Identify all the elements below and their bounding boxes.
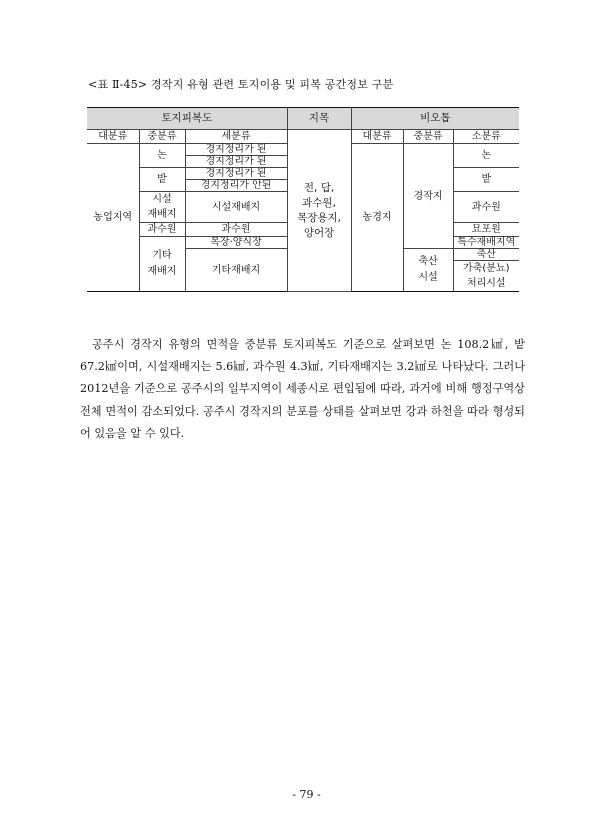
subheader-bio-major: 대분류	[351, 130, 403, 144]
jimok-cell: 전, 답, 과수원, 목장용지, 양어장	[287, 130, 351, 292]
header-landcover: 토지피복도	[87, 108, 287, 130]
landcover-fine-ranch: 목장·양식장	[185, 237, 287, 249]
biotope-minor-special: 특수재배지역	[453, 237, 519, 249]
landcover-mid-other: 기타 재배지	[139, 237, 185, 292]
landcover-fine-other: 기타재배지	[185, 249, 287, 292]
biotope-mid-farmland: 경작지	[403, 144, 453, 249]
landcover-fine-orchard: 과수원	[185, 223, 287, 237]
subheader-fine: 세분류	[185, 130, 287, 144]
landcover-major-cell: 농업지역	[87, 144, 139, 292]
biotope-minor-nursery: 묘포원	[453, 223, 519, 237]
biotope-minor-manure: 가축(분뇨) 처리시설	[453, 261, 519, 292]
biotope-minor-livestock: 축산	[453, 249, 519, 261]
landcover-fine-field-1: 경지정리가 된	[185, 168, 287, 180]
biotope-minor-paddy: 논	[453, 144, 519, 168]
header-jimok: 지목	[287, 108, 351, 130]
landcover-fine-field-2: 경지정리가 안된	[185, 180, 287, 192]
landcover-mid-field: 밭	[139, 168, 185, 192]
landcover-mid-orchard: 과수원	[139, 223, 185, 237]
biotope-mid-livestock: 축산 시설	[403, 249, 453, 292]
header-biotope: 비오톱	[351, 108, 519, 130]
landcover-mid-facility: 시설 재배지	[139, 192, 185, 223]
page-number: - 79 -	[292, 788, 321, 801]
landcover-fine-facility: 시설재배지	[185, 192, 287, 223]
landcover-fine-paddy-1: 경지정리가 된	[185, 144, 287, 156]
subheader-mid: 중분류	[139, 130, 185, 144]
subheader-major: 대분류	[87, 130, 139, 144]
landcover-mid-paddy: 논	[139, 144, 185, 168]
subheader-bio-minor: 소분류	[453, 130, 519, 144]
landcover-fine-paddy-2: 경지정리가 된	[185, 156, 287, 168]
table-caption: <표 Ⅱ-45> 경작지 유형 관련 토지이용 및 피복 공간정보 구분	[88, 78, 394, 91]
landuse-classification-table	[87, 107, 519, 292]
biotope-minor-field: 밭	[453, 168, 519, 192]
subheader-bio-mid: 중분류	[403, 130, 453, 144]
biotope-major-cell: 농경지	[351, 144, 403, 292]
biotope-minor-orchard: 과수원	[453, 192, 519, 223]
body-paragraph: 공주시 경작지 유형의 면적을 중분류 토지피복도 기준으로 살펴보면 논 108.2㎢, 밭 67.2㎢이며, 시설재배지는 5.6㎢, 과수원 4.3㎢, 기타재배지는 3.2㎢로 나타났다. 그러나 2012년을 기준으로 공주시의 일부지역이 세종시로 편입됨에 따라, 과거에 비해 행정구역상 전체 면적이 감소되었다. 공주시 경작지의 분포를 상태를 살펴보면 강과 하천을 따라 형성되어 있음을 알 수 있다.	[80, 338, 525, 440]
